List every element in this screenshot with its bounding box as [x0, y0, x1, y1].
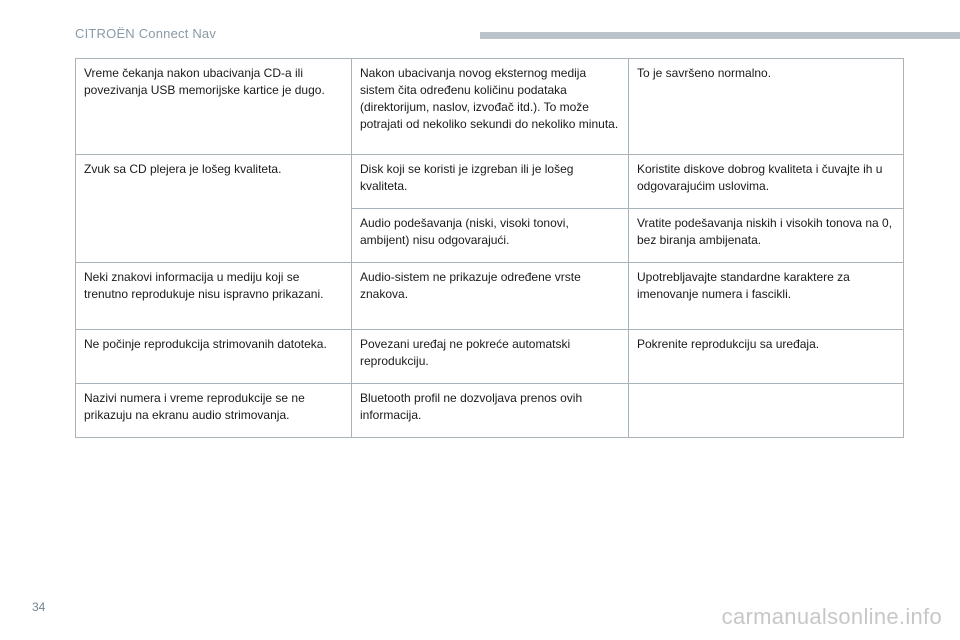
- watermark: carmanualsonline.info: [721, 604, 942, 629]
- cause-cell: Povezani uređaj ne pokreće automatski reprodukciju.: [352, 330, 629, 384]
- cause-cell: Nakon ubacivanja novog eksternog medija sistem čita određenu količinu podataka (direktorijum, naslov, izvođač itd.). To može potrajati od nekoliko sekundi do nekoliko minuta.: [352, 59, 629, 155]
- problem-cell: Nazivi numera i vreme reprodukcije se ne prikazuju na ekranu audio strimovanja.: [76, 384, 352, 438]
- table-row: [76, 59, 904, 155]
- solution-cell: Upotrebljavajte standardne karaktere za imenovanje numera i fascikli.: [629, 263, 904, 330]
- table-row: [76, 384, 904, 438]
- cause-cell: Audio podešavanja (niski, visoki tonovi, ambijent) nisu odgovarajući.: [352, 209, 629, 263]
- table-row: [76, 263, 904, 330]
- problem-cell: Zvuk sa CD plejera je lošeg kvaliteta.: [76, 155, 352, 263]
- problem-cell: Ne počinje reprodukcija strimovanih datoteka.: [76, 330, 352, 384]
- solution-cell: To je savršeno normalno.: [629, 59, 904, 155]
- cause-cell: Audio-sistem ne prikazuje određene vrste znakova.: [352, 263, 629, 330]
- solution-cell: Koristite diskove dobrog kvaliteta i čuvajte ih u odgovarajućim uslovima.: [629, 155, 904, 209]
- header-title: CITROËN Connect Nav: [75, 26, 217, 41]
- solution-cell: [629, 384, 904, 438]
- problem-cell: Vreme čekanja nakon ubacivanja CD-a ili povezivanja USB memorijske kartice je dugo.: [76, 59, 352, 155]
- page-number: 34: [32, 600, 46, 614]
- header-bar: [480, 32, 960, 39]
- table-row: [76, 155, 904, 209]
- solution-cell: Pokrenite reprodukciju sa uređaja.: [629, 330, 904, 384]
- cause-cell: Disk koji se koristi je izgreban ili je lošeg kvaliteta.: [352, 155, 629, 209]
- table-row: [76, 330, 904, 384]
- troubleshooting-table: [75, 58, 904, 438]
- cause-cell: Bluetooth profil ne dozvoljava prenos ovih informacija.: [352, 384, 629, 438]
- problem-cell: Neki znakovi informacija u mediju koji se trenutno reprodukuje nisu ispravno prikazani.: [76, 263, 352, 330]
- solution-cell: Vratite podešavanja niskih i visokih tonova na 0, bez biranja ambijenata.: [629, 209, 904, 263]
